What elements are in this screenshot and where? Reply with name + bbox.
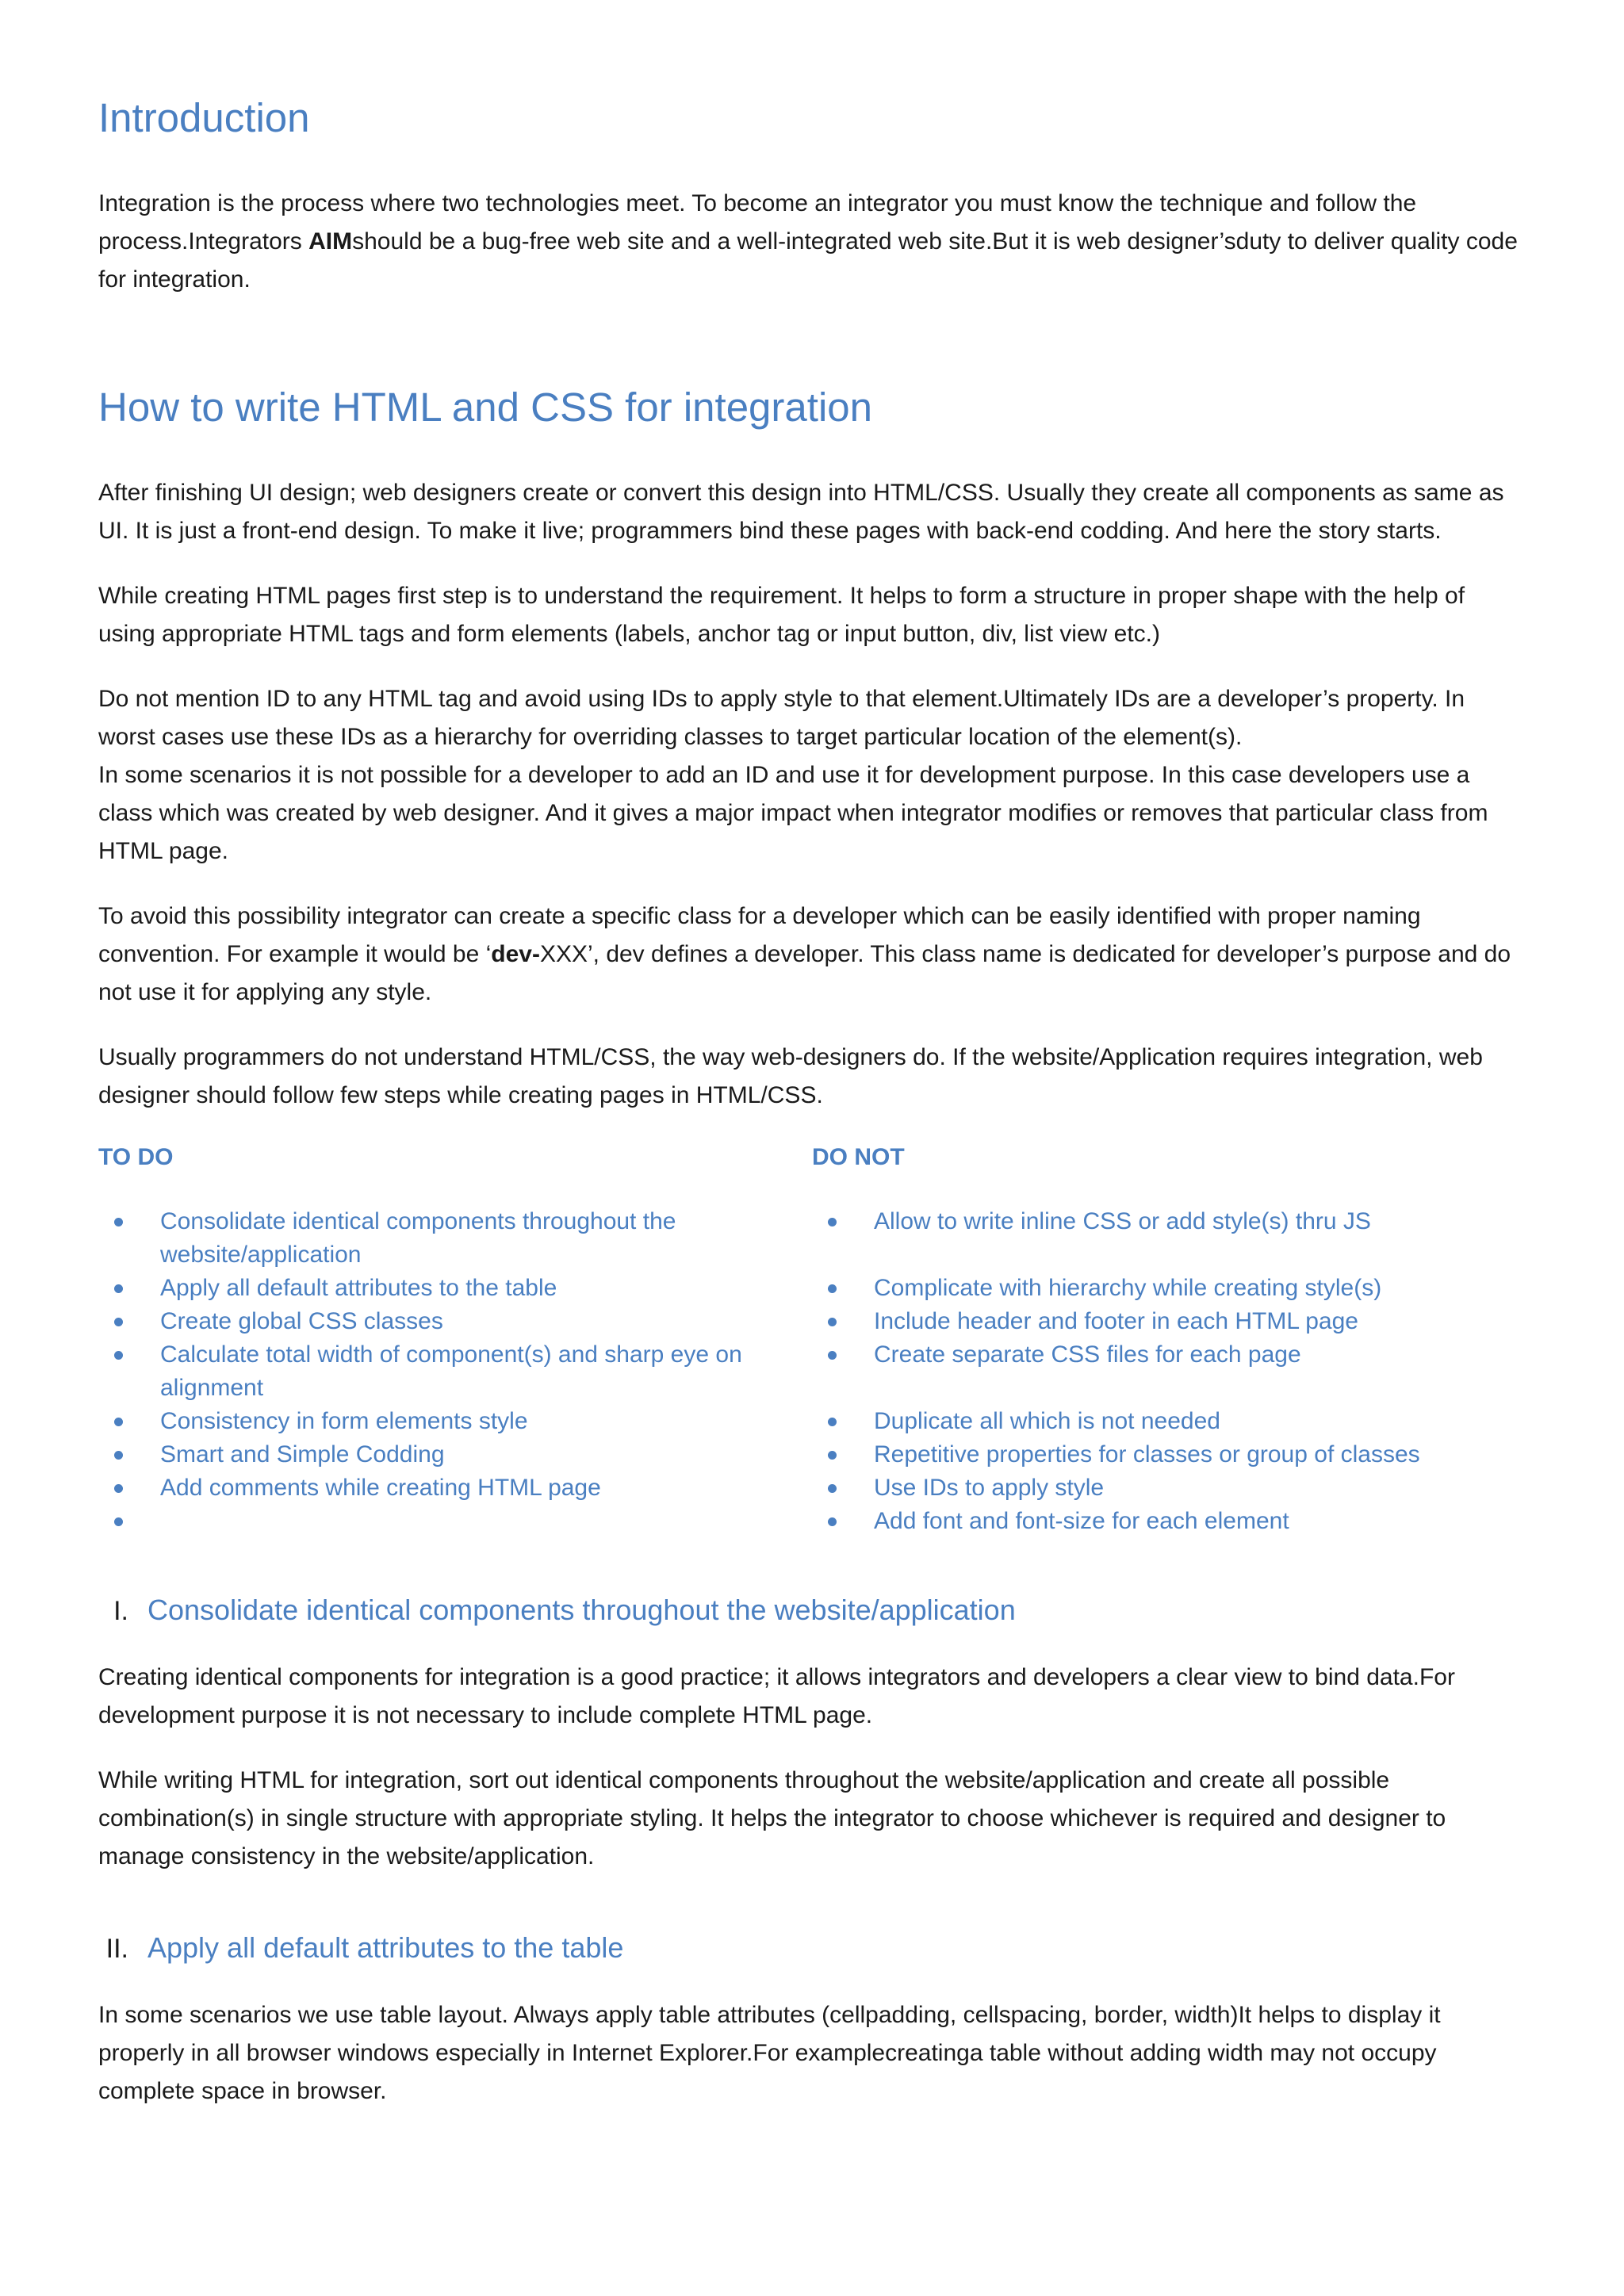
bullet-icon: [828, 1218, 837, 1226]
list-item: Use IDs to apply style: [812, 1471, 1526, 1505]
howto-p5-text-b: XXX’, dev defines a developer. This class name is dedicated for developer’s purpose and do not use it for applying any style.: [98, 941, 1511, 1006]
bullet-icon: [114, 1517, 123, 1526]
list-item: [98, 1505, 812, 1538]
howto-p5-bold: dev-: [491, 941, 540, 968]
list-item: Repetitive properties for classes or group of classes: [812, 1438, 1526, 1471]
todo-donot-columns: [98, 1138, 1526, 1538]
howto-heading: How to write HTML and CSS for integration: [98, 385, 872, 430]
donot-heading: DO NOT: [812, 1144, 905, 1171]
intro-text-a: Integration is the process where two technologies meet. To become an integrator you must know the technique and follow the process.Integrators: [98, 190, 1417, 255]
introduction-heading: Introduction: [98, 95, 310, 140]
howto-paragraph-3: Do not mention ID to any HTML tag and avoid using IDs to apply style to that element.Ultimately IDs are a developer’s property. In worst cases use these IDs as a hierarchy for overriding classes to target particular location of the element(s).: [98, 686, 1465, 751]
howto-paragraph-4: In some scenarios it is not possible for a developer to add an ID and use it for development purpose. In this case developers use a class which was created by web designer. And it gives a major impact when integrator modifies or removes that particular class from HTML page.: [98, 762, 1488, 865]
section-1-title: Consolidate identical components throughout the website/application: [147, 1594, 1016, 1627]
list-item: Create separate CSS files for each page: [812, 1338, 1526, 1372]
list-item: Complicate with hierarchy while creating style(s): [812, 1272, 1526, 1305]
list-item: Consolidate identical components throughout the website/application: [98, 1205, 812, 1272]
list-item: Create global CSS classes: [98, 1305, 812, 1338]
intro-text-b: should be a bug-free web site and a well-integrated web site.But it is web designer’sduty to deliver quality code for integration.: [98, 228, 1518, 293]
todo-column: [98, 1138, 812, 1538]
list-item: Add comments while creating HTML page: [98, 1471, 812, 1505]
section-1-paragraph-1: Creating identical components for integration is a good practice; it allows integrators and developers a clear view to bind data.For development purpose it is not necessary to include complete HTML page.: [98, 1664, 1455, 1729]
bullet-icon: [828, 1284, 837, 1293]
donot-column: [812, 1138, 1526, 1538]
bullet-icon: [828, 1351, 837, 1360]
bullet-icon: [114, 1318, 123, 1326]
section-2-heading: [98, 1931, 1526, 1965]
list-item: Allow to write inline CSS or add style(s) thru JS: [812, 1205, 1526, 1238]
list-item: Include header and footer in each HTML page: [812, 1305, 1526, 1338]
bullet-icon: [114, 1418, 123, 1426]
section-1-paragraph-2: While writing HTML for integration, sort out identical components throughout the website/application and create all possible combination(s) in single structure with appropriate styling. It helps the integrator to choose whichever is required and designer to manage consistency in the website/application.: [98, 1767, 1446, 1870]
list-item: Add font and font-size for each element: [812, 1505, 1526, 1538]
howto-paragraph-6: Usually programmers do not understand HTML/CSS, the way web-designers do. If the website/Application requires integration, web designer should follow few steps while creating pages in HTML/CSS.: [98, 1044, 1483, 1109]
bullet-icon: [828, 1451, 837, 1460]
list-item: Apply all default attributes to the table: [98, 1272, 812, 1305]
bullet-icon: [828, 1517, 837, 1526]
section-2-number: II.: [105, 1934, 128, 1965]
howto-paragraph-1: After finishing UI design; web designers create or convert this design into HTML/CSS. Usually they create all components as same as UI. It is just a front-end design. To make it live; programmers bind these pages with back-end codding. And here the story starts.: [98, 480, 1504, 545]
section-1-number: I.: [113, 1596, 128, 1627]
donot-list: [812, 1205, 1526, 1538]
section-2-paragraph-1: In some scenarios we use table layout. Always apply table attributes (cellpadding, cellspacing, border, width)It helps to display it properly in all browser windows especially in Internet Explorer.For examplecreatinga table without adding width may not occupy complete space in browser.: [98, 2002, 1441, 2105]
todo-list: [98, 1205, 812, 1538]
bullet-icon: [114, 1218, 123, 1226]
howto-p5-text-a: To avoid this possibility integrator can create a specific class for a developer which can be easily identified with proper naming convention. For example it would be ‘: [98, 903, 1421, 968]
bullet-icon: [828, 1484, 837, 1493]
bullet-icon: [828, 1418, 837, 1426]
bullet-icon: [114, 1484, 123, 1493]
section-2-title: Apply all default attributes to the table: [147, 1931, 624, 1965]
todo-heading: TO DO: [98, 1144, 174, 1171]
howto-paragraph-5: [98, 897, 1526, 1012]
bullet-icon: [114, 1451, 123, 1460]
introduction-paragraph: [98, 185, 1526, 299]
howto-paragraph-2: While creating HTML pages first step is to understand the requirement. It helps to form a structure in proper shape with the help of using appropriate HTML tags and form elements (labels, anchor tag or input button, div, list view etc.): [98, 583, 1465, 648]
list-item: Calculate total width of component(s) and sharp eye on alignment: [98, 1338, 812, 1405]
section-1-heading: [98, 1594, 1526, 1627]
list-item: Consistency in form elements style: [98, 1405, 812, 1438]
intro-bold-aim: AIM: [308, 228, 353, 255]
bullet-icon: [828, 1318, 837, 1326]
bullet-icon: [114, 1351, 123, 1360]
bullet-icon: [114, 1284, 123, 1293]
list-item: Duplicate all which is not needed: [812, 1405, 1526, 1438]
list-item: Smart and Simple Codding: [98, 1438, 812, 1471]
